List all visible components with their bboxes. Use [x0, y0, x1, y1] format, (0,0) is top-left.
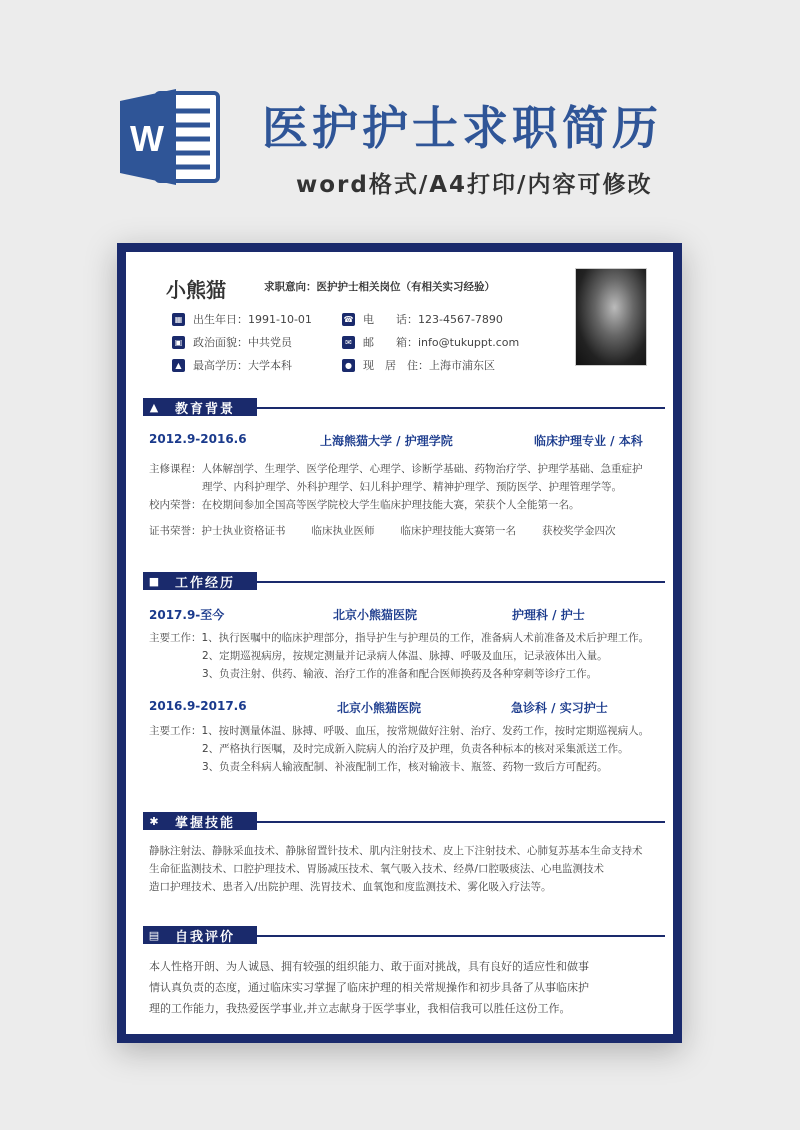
edu-courses: 主修课程：人体解剖学、生理学、医学伦理学、心理学、诊断学基础、药物治疗学、护理学基础、急重症护 理学、内科护理学、外科护理学、妇儿科护理学、精神护理学、预防医学、护理管理学等。 校内荣誉：在校期间参加全国高等医学院校大学生临床护理技能大赛，荣获个人全能第一名。 — [149, 463, 643, 511]
svg-text:W: W — [130, 118, 164, 159]
id-card-icon: ▣ — [172, 336, 185, 349]
section-title: 教育背景 — [175, 401, 236, 417]
banner-title: 医护护士求职简历 — [262, 101, 662, 155]
briefcase-icon: ■ — [148, 574, 160, 588]
graduation-cap-icon: ▲ — [149, 400, 159, 414]
word-logo-icon — [118, 85, 222, 189]
edu-certs: 证书荣誉：护士执业资格证书 临床执业医师 临床护理技能大赛第一名 获校奖学金四次 — [149, 525, 616, 537]
job-role: 急诊科 / 实习护士 — [511, 701, 608, 715]
document-icon: ▤ — [148, 928, 160, 942]
mail-icon: ✉ — [342, 336, 355, 349]
info-email: ✉ 邮 箱： info@tukuppt.com — [342, 334, 519, 350]
job-period: 2017.9-至今 — [149, 608, 225, 622]
info-education: ▲ 最高学历： 大学本科 — [172, 357, 292, 373]
candidate-name: 小熊猫 — [166, 278, 226, 302]
edu-period: 2012.9-2016.6 — [149, 432, 247, 446]
skills-list: 静脉注射法、静脉采血技术、静脉留置针技术、肌内注射技术、皮上下注射技术、心肺复苏基本生命支持术 生命征监测技术、口腔护理技术、胃肠减压技术、氧气吸入技术、经鼻/口腔吸痰法、心电监测技术 造口护理技术、患者入/出院护理、洗胃技术、血氧饱和度监测技术、雾化吸入疗法等。 — [149, 845, 643, 893]
banner-subtitle: word格式/A4打印/内容可修改 — [296, 172, 653, 198]
job-period: 2016.9-2017.6 — [149, 699, 247, 713]
resume-card — [117, 243, 682, 1043]
info-address: ● 现 居 住： 上海市浦东区 — [342, 357, 495, 373]
profile-photo — [575, 268, 647, 366]
location-icon: ● — [342, 359, 355, 372]
section-title: 工作经历 — [175, 575, 236, 591]
phone-icon: ☎ — [343, 314, 354, 324]
self-eval-text: 本人性格开朗、为人诚恳、拥有较强的组织能力、敢于面对挑战，具有良好的适应性和做事 情认真负责的态度，通过临床实习掌握了临床护理的相关常规操作和初步具备了从事临床护 理的工作能力，我热爱医学事业,并立志献身于医学事业，我相信我可以胜任这份工作。 — [149, 960, 589, 1015]
section-title: 自我评价 — [175, 929, 236, 945]
info-political: ▣ 政治面貌： 中共党员 — [172, 334, 292, 350]
job-duties: 主要工作：1、按时测量体温、脉搏、呼吸、血压，按常规做好注射、治疗、发药工作，按时定期巡视病人。 2、严格执行医嘱，及时完成新入院病人的治疗及护理，负责各种标本的核对采集派送工作。 3、负责全科病人输液配制、补液配制工作，核对输液卡、瓶签、药物一致后方可配药。 — [149, 725, 650, 773]
calendar-icon: ▦ — [172, 313, 185, 326]
section-work — [143, 572, 665, 594]
edu-major: 临床护理专业 / 本科 — [534, 434, 643, 448]
edu-school: 上海熊猫大学 / 护理学院 — [320, 434, 453, 448]
job-objective: 求职意向：医护护士相关岗位（有相关实习经验） — [264, 281, 495, 293]
info-phone: ☎ 电 话： 123-4567-7890 — [343, 312, 503, 326]
section-skills — [143, 812, 665, 834]
section-self-eval — [143, 926, 665, 948]
job-org: 北京小熊猫医院 — [333, 608, 418, 622]
info-birthdate: ▦ 出生年日： 1991-10-01 — [172, 311, 312, 327]
job-org: 北京小熊猫医院 — [337, 701, 422, 715]
job-role: 护理科 / 护士 — [512, 608, 585, 622]
gear-icon: ✱ — [149, 814, 159, 828]
job-duties: 主要工作：1、执行医嘱中的临床护理部分，指导护生与护理员的工作，准备病人术前准备及术后护理工作。 2、定期巡视病房，按规定测量并记录病人体温、脉搏、呼吸及血压，记录液体出入量。 3、负责注射、供药、输液、治疗工作的准备和配合医师换药及各种穿刺等诊疗工作。 — [149, 632, 650, 680]
section-education — [143, 398, 665, 420]
graduation-cap-icon: ▲ — [172, 359, 185, 372]
section-title: 掌握技能 — [175, 815, 236, 831]
